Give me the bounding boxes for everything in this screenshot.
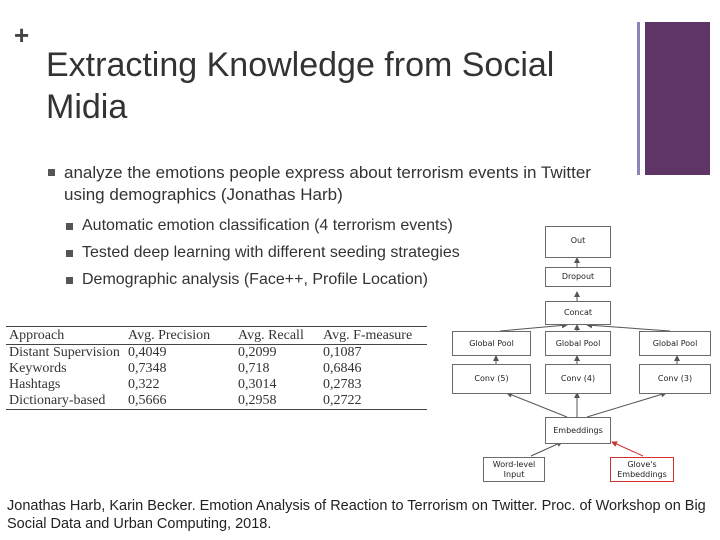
- table-cell: 0,1087: [323, 345, 362, 360]
- table-header: Avg. F-measure: [320, 327, 427, 345]
- table-cell: Hashtags: [9, 377, 61, 392]
- table-cell: 0,2783: [323, 377, 362, 392]
- table-cell: Dictionary-based: [6, 393, 125, 410]
- table-cell: 0,2958: [235, 393, 320, 410]
- table-cell: 0,2099: [238, 345, 277, 360]
- table-header: Approach: [6, 327, 125, 345]
- table-cell: 0,7348: [128, 361, 167, 376]
- table-row: [6, 361, 427, 377]
- out-node: Out: [545, 226, 611, 258]
- table-cell: 0,2722: [320, 393, 427, 410]
- conv-node: Conv (3): [639, 364, 711, 394]
- table-cell: 0,3014: [238, 377, 277, 392]
- glove-embeddings-node: Glove's Embeddings: [610, 457, 674, 482]
- table-cell: Distant Supervision: [9, 345, 120, 360]
- table-header: Avg. Recall: [235, 327, 320, 345]
- global-pool-node: Global Pool: [639, 331, 711, 356]
- accent-line: [637, 22, 640, 175]
- table-cell: 0,322: [128, 377, 160, 392]
- reference-citation: Jonathas Harb, Karin Becker. Emotion Analysis of Reaction to Terrorism on Twitter. Proc. of Workshop on Big Social Data and Urban Computing, 2018.: [7, 498, 706, 532]
- concat-node: Concat: [545, 301, 611, 325]
- dropout-node: Dropout: [545, 267, 611, 287]
- global-pool-node: Global Pool: [545, 331, 611, 356]
- sub-bullet-2: Tested deep learning with different seeding strategies: [82, 244, 460, 261]
- global-pool-node: Global Pool: [452, 331, 531, 356]
- sub-bullet-3: Demographic analysis (Face++, Profile Location): [82, 271, 428, 288]
- embeddings-node: Embeddings: [545, 417, 611, 444]
- table-header: Avg. Precision: [125, 327, 235, 345]
- table-cell: 0,5666: [125, 393, 235, 410]
- bullet-icon: [66, 277, 73, 284]
- table-row: [6, 345, 427, 362]
- table-header-row: [6, 327, 427, 345]
- accent-block: [645, 22, 710, 175]
- bullet-icon: [66, 223, 73, 230]
- table-row: [6, 393, 427, 410]
- table-cell: 0,6846: [323, 361, 362, 376]
- conv-node: Conv (4): [545, 364, 611, 394]
- main-bullet-text: analyze the emotions people express about terrorism events in Twitter using demographics (Jonathas Harb): [64, 163, 591, 204]
- table-cell: 0,4049: [128, 345, 167, 360]
- word-input-node: Word-level Input: [483, 457, 545, 482]
- conv-node: Conv (5): [452, 364, 531, 394]
- sub-bullet-1: Automatic emotion classification (4 terrorism events): [82, 217, 453, 234]
- table-cell: 0,718: [238, 361, 270, 376]
- slide-title: Extracting Knowledge from Social Midia: [46, 46, 555, 126]
- results-table: [6, 326, 427, 410]
- table-row: [6, 377, 427, 393]
- bullet-icon: [66, 250, 73, 257]
- bullet-icon: [48, 169, 55, 176]
- table-cell: Keywords: [9, 361, 67, 376]
- plus-icon: +: [14, 20, 30, 50]
